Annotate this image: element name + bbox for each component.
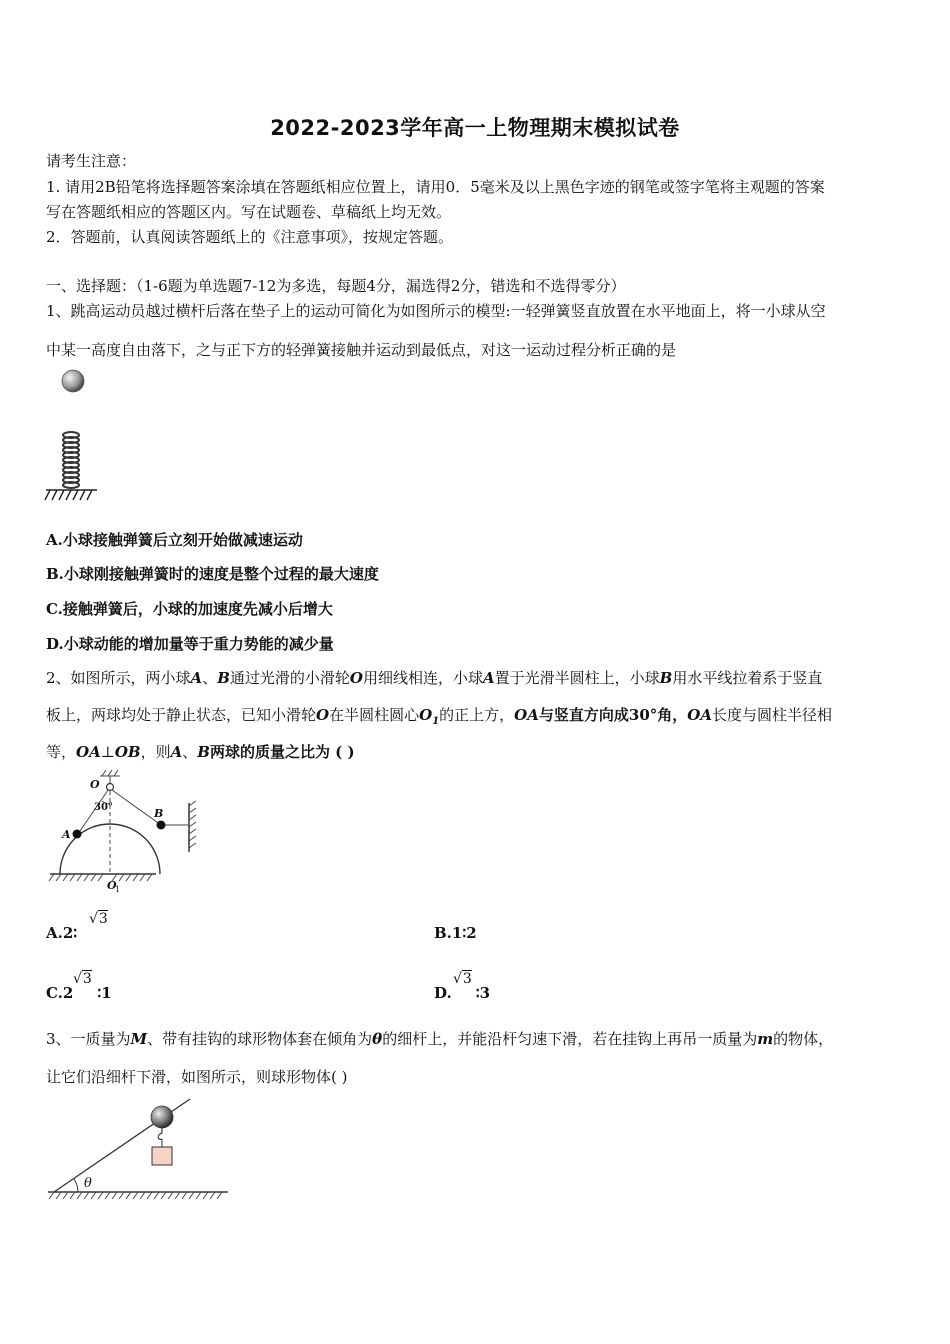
q1-stem-line-2: 中某一高度自由落下，之与正下方的轻弹簧接触并运动到最低点，对这一运动过程分析正确的是 <box>46 341 677 359</box>
ball-b <box>157 821 166 830</box>
ball <box>62 370 84 392</box>
q1-option-a: A.小球接触弹簧后立刻开始做减速运动 <box>46 531 303 549</box>
q3-stem-line-1: 3、一质量为M、带有挂钩的球形物体套在倾角为θ的细杆上，并能沿杆匀速下滑，若在挂钩上再吊一质量为m的物体， <box>46 1030 834 1048</box>
label-o: O <box>90 778 100 791</box>
label-a: A <box>62 828 71 841</box>
q1-option-b: B.小球刚接触弹簧时的速度是整个过程的最大速度 <box>46 565 379 583</box>
q2-option-d: D. ∶3 <box>434 984 491 1002</box>
q2-option-c-radical: √3 <box>73 971 92 987</box>
q1-stem-line-1: 1、跳高运动员越过横杆后落在垫子上的运动可简化为如图所示的模型:一轻弹簧竖直放置在水平地面上，将一小球从空 <box>46 302 826 320</box>
q2-option-a: A.2∶ <box>46 924 78 942</box>
q1-option-c: C.接触弹簧后，小球的加速度先减小后增大 <box>46 600 333 618</box>
sphere-m <box>151 1106 173 1128</box>
label-30: 30° <box>94 802 113 813</box>
q2-option-a-radical: √3 <box>89 911 108 927</box>
label-o1-sub: 1 <box>115 885 121 894</box>
notice-item-1-line-1: 1. 请用2B铅笔将选择题答案涂填在答题纸相应位置上，请用0．5毫米及以上黑色字迹的钢笔或签字笔将主观题的答案 <box>46 178 825 196</box>
q1-figure-ball-spring <box>40 365 110 505</box>
q2-figure-pulley-cylinder <box>44 770 214 895</box>
notice-item-2: 2．答题前，认真阅读答题纸上的《注意事项》，按规定答题。 <box>46 228 454 246</box>
q2-option-c: C.2 ∶1 <box>46 984 112 1002</box>
q1-option-d: D.小球动能的增加量等于重力势能的减少量 <box>46 635 334 653</box>
label-b: B <box>154 807 164 820</box>
section-heading: 一、选择题：（1-6题为单选题7-12为多选，每题4分，漏选得2分，错选和不选得零分） <box>46 277 626 295</box>
ball-a <box>73 830 82 839</box>
q2-option-b: B.1∶2 <box>434 924 477 942</box>
notice-item-1-line-2: 写在答题纸相应的答题区内。写在试题卷、草稿纸上均无效。 <box>46 203 452 221</box>
notice-heading: 请考生注意： <box>46 152 137 170</box>
pulley-o <box>107 784 114 791</box>
page-title: 2022-2023学年高一上物理期末模拟试卷 <box>270 116 680 140</box>
q3-stem-line-2: 让它们沿细杆下滑，如图所示，则球形物体( ) <box>46 1068 348 1086</box>
spring <box>63 432 79 488</box>
q2-stem-line-2: 板上，两球均处于静止状态，已知小滑轮O在半圆柱圆心$O_1$的正上方，OA与竖直方向成30°角，OA长度与圆柱半径相 <box>46 706 832 727</box>
label-theta: θ <box>84 1176 92 1191</box>
ground <box>45 490 97 500</box>
q2-stem-line-1: 2、如图所示，两小球A、B通过光滑的小滑轮O用细线相连，小球A置于光滑半圆柱上，小球B用水平线拉着系于竖直 <box>46 669 823 687</box>
hanging-block <box>152 1147 172 1165</box>
q2-stem-line-3: 等，OA⊥OB，则A、B两球的质量之比为 ( ) <box>46 743 355 761</box>
q3-figure-incline-rod <box>44 1095 234 1210</box>
q2-option-d-radical: √3 <box>453 971 472 987</box>
label-o1: O <box>107 879 117 892</box>
